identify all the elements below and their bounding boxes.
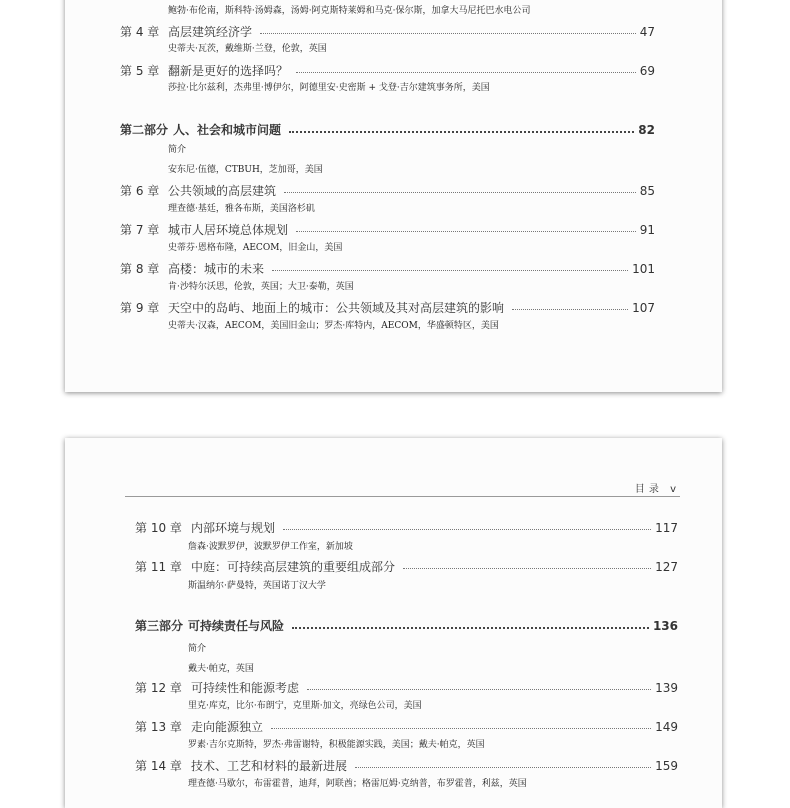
chapter-entry[interactable] — [135, 758, 678, 774]
page-number: 159 — [655, 759, 678, 773]
leader-dots — [271, 728, 651, 729]
chapter-entry[interactable] — [120, 300, 655, 316]
author-line: 戴夫·帕克，英国 — [188, 664, 254, 674]
page-number: 91 — [639, 223, 655, 237]
author-line: 史蒂夫·瓦茨，戴维斯·兰登，伦敦，英国 — [168, 44, 327, 54]
chapter-entry[interactable] — [135, 719, 678, 735]
chapter-entry[interactable] — [120, 63, 655, 79]
chapter-title: 内部环境与规划 — [191, 521, 276, 535]
chapter-title: 城市人居环境总体规划 — [168, 223, 289, 237]
page-number: 117 — [655, 521, 678, 535]
chapter-number: 第 10 章 — [135, 521, 182, 535]
chapter-title: 公共领域的高层建筑 — [168, 184, 277, 198]
chapter-title: 可持续性和能源考虑 — [191, 681, 300, 695]
part-title: 人、社会和城市问题 — [173, 123, 282, 137]
chapter-number: 第 5 章 — [120, 64, 160, 78]
author-line: 鲍勃·布伦南，斯科特·汤姆森，汤姆·阿克斯特莱姆和马克·保尔斯，加拿大马尼托巴水电公司 — [168, 6, 531, 16]
chapter-title: 技术、工艺和材料的最新进展 — [191, 759, 348, 773]
leader-dots — [307, 689, 651, 690]
chapter-title: 高层建筑经济学 — [168, 25, 253, 39]
part-entry[interactable] — [120, 122, 655, 138]
part-entry[interactable] — [135, 618, 678, 634]
author-line: 莎拉·比尔兹利，杰弗里·博伊尔，阿德里安·史密斯 + 戈登·吉尔建筑事务所，美国 — [168, 83, 490, 93]
leader-dots — [284, 192, 636, 193]
page-number: 85 — [639, 184, 655, 198]
chapter-entry[interactable] — [135, 520, 678, 536]
author-line: 简介 — [168, 145, 187, 155]
page-number: 69 — [639, 64, 655, 78]
leader-dots — [403, 568, 651, 569]
chapter-title: 高楼：城市的未来 — [168, 262, 265, 276]
chapter-number: 第 4 章 — [120, 25, 160, 39]
chapter-entry[interactable] — [120, 261, 655, 277]
leader-dots — [283, 529, 651, 530]
page-number: 139 — [655, 681, 678, 695]
chapter-entry[interactable] — [135, 680, 678, 696]
author-line: 罗素·吉尔克斯特，罗杰·弗雷谢特，积极能源实践，美国；戴夫·帕克，英国 — [188, 740, 485, 750]
page-number: 101 — [632, 262, 655, 276]
page-number: 82 — [638, 123, 655, 137]
author-line: 理查德·基廷，雅各布斯，美国洛杉矶 — [168, 204, 315, 214]
chapter-number: 第 7 章 — [120, 223, 160, 237]
chapter-number: 第 12 章 — [135, 681, 182, 695]
page-number: 107 — [632, 301, 655, 315]
page-number: 127 — [655, 560, 678, 574]
chapter-number: 第 11 章 — [135, 560, 182, 574]
author-line: 史蒂芬·恩格布隆，AECOM，旧金山，美国 — [168, 243, 343, 253]
author-line: 詹森·波默罗伊，波默罗伊工作室，新加坡 — [188, 542, 353, 552]
toc-page-lower — [65, 438, 722, 808]
author-line: 安东尼·伍德，CTBUH，芝加哥，美国 — [168, 165, 323, 175]
chapter-title: 天空中的岛屿、地面上的城市：公共领域及其对高层建筑的影响 — [168, 301, 505, 315]
leader-dots — [292, 627, 649, 629]
author-line: 史蒂夫·汉森，AECOM，美国旧金山；罗杰·库特内，AECOM，华盛顿特区，美国 — [168, 321, 499, 331]
leader-dots — [296, 72, 636, 73]
chapter-entry[interactable] — [120, 222, 655, 238]
leader-dots — [296, 231, 636, 232]
chapter-entry[interactable] — [120, 24, 655, 40]
leader-dots — [289, 131, 634, 133]
chapter-number: 第 13 章 — [135, 720, 182, 734]
chapter-number: 第 14 章 — [135, 759, 182, 773]
chapter-title: 走向能源独立 — [191, 720, 264, 734]
author-line: 斯温纳尔·萨曼特，英国诺丁汉大学 — [188, 581, 326, 591]
chapter-entry[interactable] — [135, 559, 678, 575]
chapter-number: 第 6 章 — [120, 184, 160, 198]
leader-dots — [272, 270, 628, 271]
page-number: 149 — [655, 720, 678, 734]
leader-dots — [512, 309, 628, 310]
chapter-title: 中庭：可持续高层建筑的重要组成部分 — [191, 560, 396, 574]
leader-dots — [355, 767, 651, 768]
author-line: 理查德·马歇尔，布雷霍普，迪拜，阿联酋；格雷厄姆·克纳普，布罗霍普，利兹，英国 — [188, 779, 527, 789]
chapter-entry[interactable] — [120, 183, 655, 199]
part-number: 第三部分 — [135, 619, 184, 633]
chapter-number: 第 9 章 — [120, 301, 160, 315]
author-line: 里克·库克，比尔·布朗宁，克里斯·加文，亮绿色公司，美国 — [188, 701, 422, 711]
chapter-title: 翻新是更好的选择吗？ — [168, 64, 289, 78]
part-number: 第二部分 — [120, 123, 169, 137]
part-title: 可持续责任与风险 — [188, 619, 285, 633]
toc-page-upper — [65, 0, 722, 392]
running-header — [125, 482, 680, 497]
page-number: 136 — [652, 619, 678, 633]
author-line: 简介 — [188, 644, 207, 654]
chapter-number: 第 8 章 — [120, 262, 160, 276]
leader-dots — [260, 33, 636, 34]
running-header-text: 目录 v — [634, 484, 680, 495]
page-number: 47 — [639, 25, 655, 39]
author-line: 肯·沙特尔沃思，伦敦，英国；大卫·泰勒，英国 — [168, 282, 354, 292]
